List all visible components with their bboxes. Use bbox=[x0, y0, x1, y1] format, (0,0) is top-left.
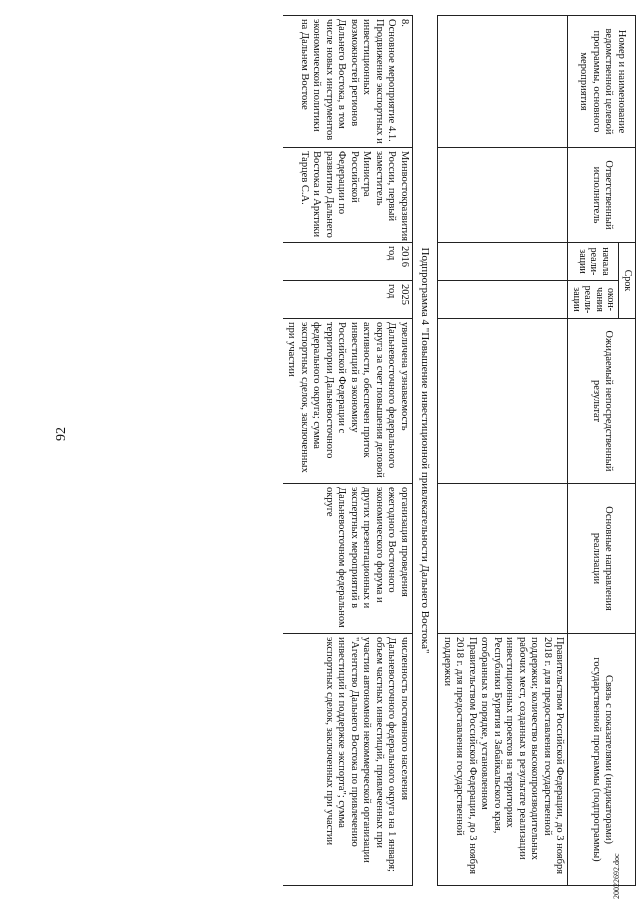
row-number-name-cell bbox=[283, 16, 413, 148]
row-expected-result: увеличена узнаваемость Дальневосточного федерального округа за счет повышения деловой активности, обеспечен приток инвестиций в экономику Российской Федерации с территории Дальневосточного федерального округа; сумма экспортных сделок, заключенных при участии bbox=[283, 319, 413, 484]
row-term-start: 2016 год bbox=[283, 243, 413, 281]
row-indicators: численность постоянного населения Дальневосточного федерального округа на 1 января; объем частных инвестиций, привлеченных при участии автономной некоммерческой организации "Агентство Дальнего Востока по привлечению инвестиций и поддержке экспорта"; сумма экспортных сделок, заключенных при участии bbox=[283, 634, 413, 886]
header-term-start: начала реали- зации bbox=[568, 243, 619, 281]
header-expected-result: Ожидаемый непосредственный результат bbox=[568, 319, 636, 484]
row-name: Основное мероприятие 4.1. Продвижение экспортных и инвестиционных возможностей регионов Дальнего Востока, в том числе новых инструментов экономической политики на Дальнем Востоке bbox=[299, 19, 398, 144]
page-number: 92 bbox=[54, 427, 69, 441]
header-directions: Основные направления реализации bbox=[568, 484, 636, 634]
continuation-row bbox=[438, 16, 568, 886]
row-responsible: Минвостокразвития России, первый заместитель Министра Российской Федерации по развитию Дальнего Востока и Арктики Тарцев С.А. bbox=[283, 148, 413, 243]
program-table bbox=[283, 15, 636, 886]
header-number-name: Номер и наименование ведомственной целевой программы, основного мероприятия bbox=[568, 16, 636, 148]
document-code: 20022692.doc bbox=[612, 853, 621, 899]
continued-indicators-text: Правительством Российской Федерации, до 3 ноября 2018 г. для предоставления государственной поддержки; количество высокопроизводительных рабочих мест, созданных в результате реализации инвестиционных проектов на территориях Республики Бурятия и Забайкальского края, отобранных в порядке, установленном Правительством Российской Федерации, до 3 ноября 2018 г. для предоставления государственной поддержки bbox=[438, 634, 568, 886]
header-indicators: Связь с показателями (индикаторами) государственной программы (подпрограммы) bbox=[568, 634, 636, 886]
table-row bbox=[283, 16, 413, 886]
row-term-end: 2025 год bbox=[283, 281, 413, 319]
header-term: Срок bbox=[619, 243, 636, 319]
row-directions: организация проведения ежегодного Восточного экономического форума и других презентационных и экспертных мероприятий в Дальневосточном федеральном округе bbox=[283, 484, 413, 634]
row-number: 8. bbox=[399, 19, 410, 27]
header-term-end: окон- чания реали- зации bbox=[568, 281, 619, 319]
subprogram-title-row bbox=[413, 16, 439, 886]
header-responsible: Ответственный исполнитель bbox=[568, 148, 636, 243]
subprogram-title: Подпрограмма 4 "Повышение инвестиционной привлекательности Дальнего Востока" bbox=[413, 16, 439, 886]
rotated-page-content bbox=[76, 15, 636, 885]
